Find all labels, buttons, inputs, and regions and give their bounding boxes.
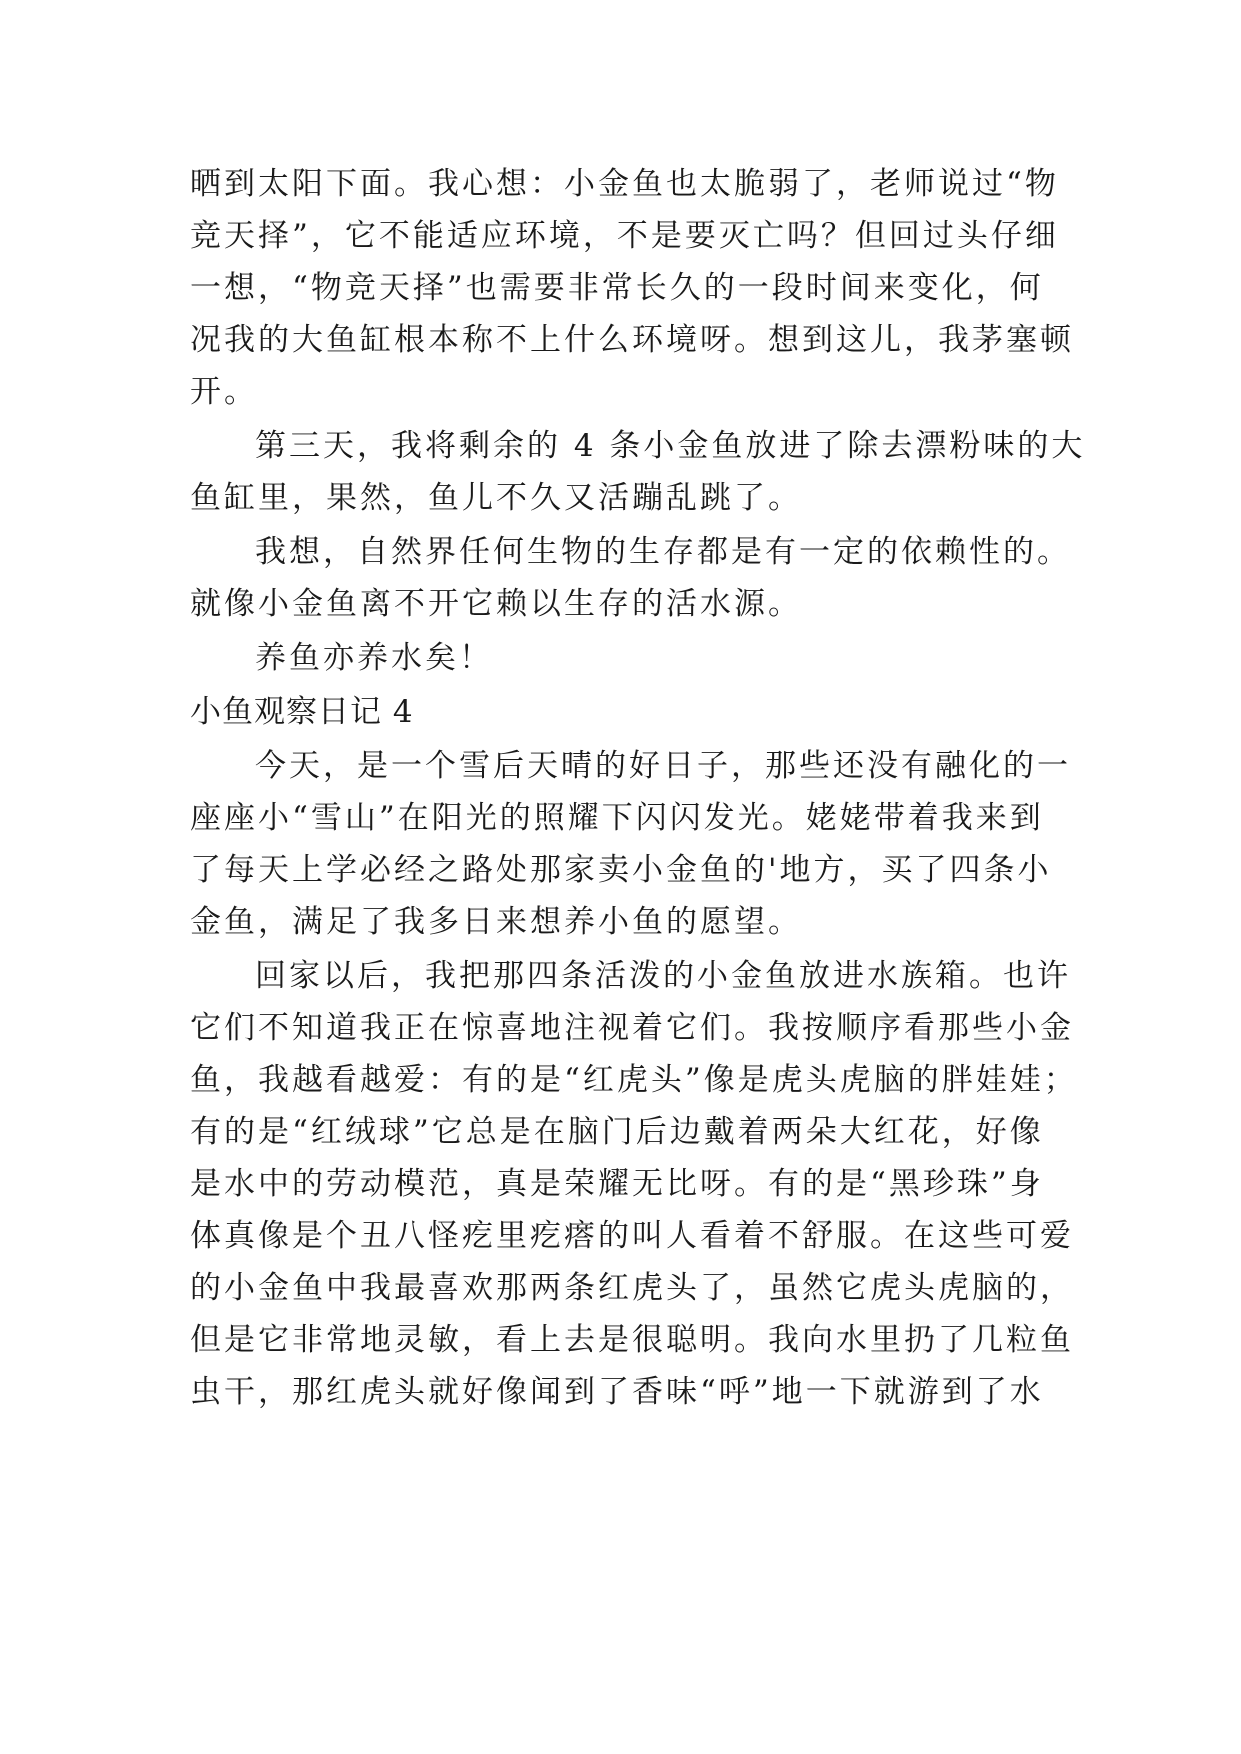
text-line-4: 况我的大鱼缸根本称不上什么环境呀。想到这儿，我茅塞顿 <box>190 322 1074 358</box>
text-line-6: 第三天，我将剩余的 4 条小金鱼放进了除去漂粉味的大 <box>255 428 1086 464</box>
text-line-15: 金鱼，满足了我多日来想养小鱼的愿望。 <box>190 904 802 940</box>
text-line-21: 体真像是个丑八怪疙里疙瘩的叫人看着不舒服。在这些可爱 <box>190 1218 1074 1254</box>
text-line-8: 我想，自然界任何生物的生存都是有一定的依赖性的。 <box>255 534 1071 570</box>
text-line-12: 今天，是一个雪后天晴的好日子，那些还没有融化的一 <box>255 748 1071 784</box>
text-line-7: 鱼缸里，果然，鱼儿不久又活蹦乱跳了。 <box>190 480 802 516</box>
text-line-17: 它们不知道我正在惊喜地注视着它们。我按顺序看那些小金 <box>190 1010 1074 1046</box>
text-line-9: 就像小金鱼离不开它赖以生存的活水源。 <box>190 586 802 622</box>
text-line-5: 开。 <box>190 374 258 410</box>
text-line-1: 晒到太阳下面。我心想：小金鱼也太脆弱了，老师说过“物 <box>190 166 1059 202</box>
text-line-2: 竞天择”，它不能适应环境，不是要灭亡吗？但回过头仔细 <box>190 218 1059 254</box>
text-line-23: 但是它非常地灵敏，看上去是很聪明。我向水里扔了几粒鱼 <box>190 1322 1074 1358</box>
text-line-20: 是水中的劳动模范，真是荣耀无比呀。有的是“黑珍珠”身 <box>190 1166 1044 1202</box>
text-line-3: 一想，“物竞天择”也需要非常长久的一段时间来变化，何 <box>190 270 1044 306</box>
text-line-14: 了每天上学必经之路处那家卖小金鱼的'地方，买了四条小 <box>190 852 1052 888</box>
text-line-22: 的小金鱼中我最喜欢那两条红虎头了，虽然它虎头虎脑的， <box>190 1270 1074 1306</box>
text-line-18: 鱼，我越看越爱：有的是“红虎头”像是虎头虎脑的胖娃娃； <box>190 1062 1078 1098</box>
text-line-10: 养鱼亦养水矣！ <box>255 640 493 676</box>
text-line-13: 座座小“雪山”在阳光的照耀下闪闪发光。姥姥带着我来到 <box>190 800 1044 836</box>
text-line-19: 有的是“红绒球”它总是在脑门后边戴着两朵大红花，好像 <box>190 1114 1044 1150</box>
text-line-24: 虫干，那红虎头就好像闻到了香味“呼”地一下就游到了水 <box>190 1374 1044 1410</box>
section-heading: 小鱼观察日记 4 <box>190 694 414 730</box>
text-line-16: 回家以后，我把那四条活泼的小金鱼放进水族箱。也许 <box>255 958 1071 994</box>
